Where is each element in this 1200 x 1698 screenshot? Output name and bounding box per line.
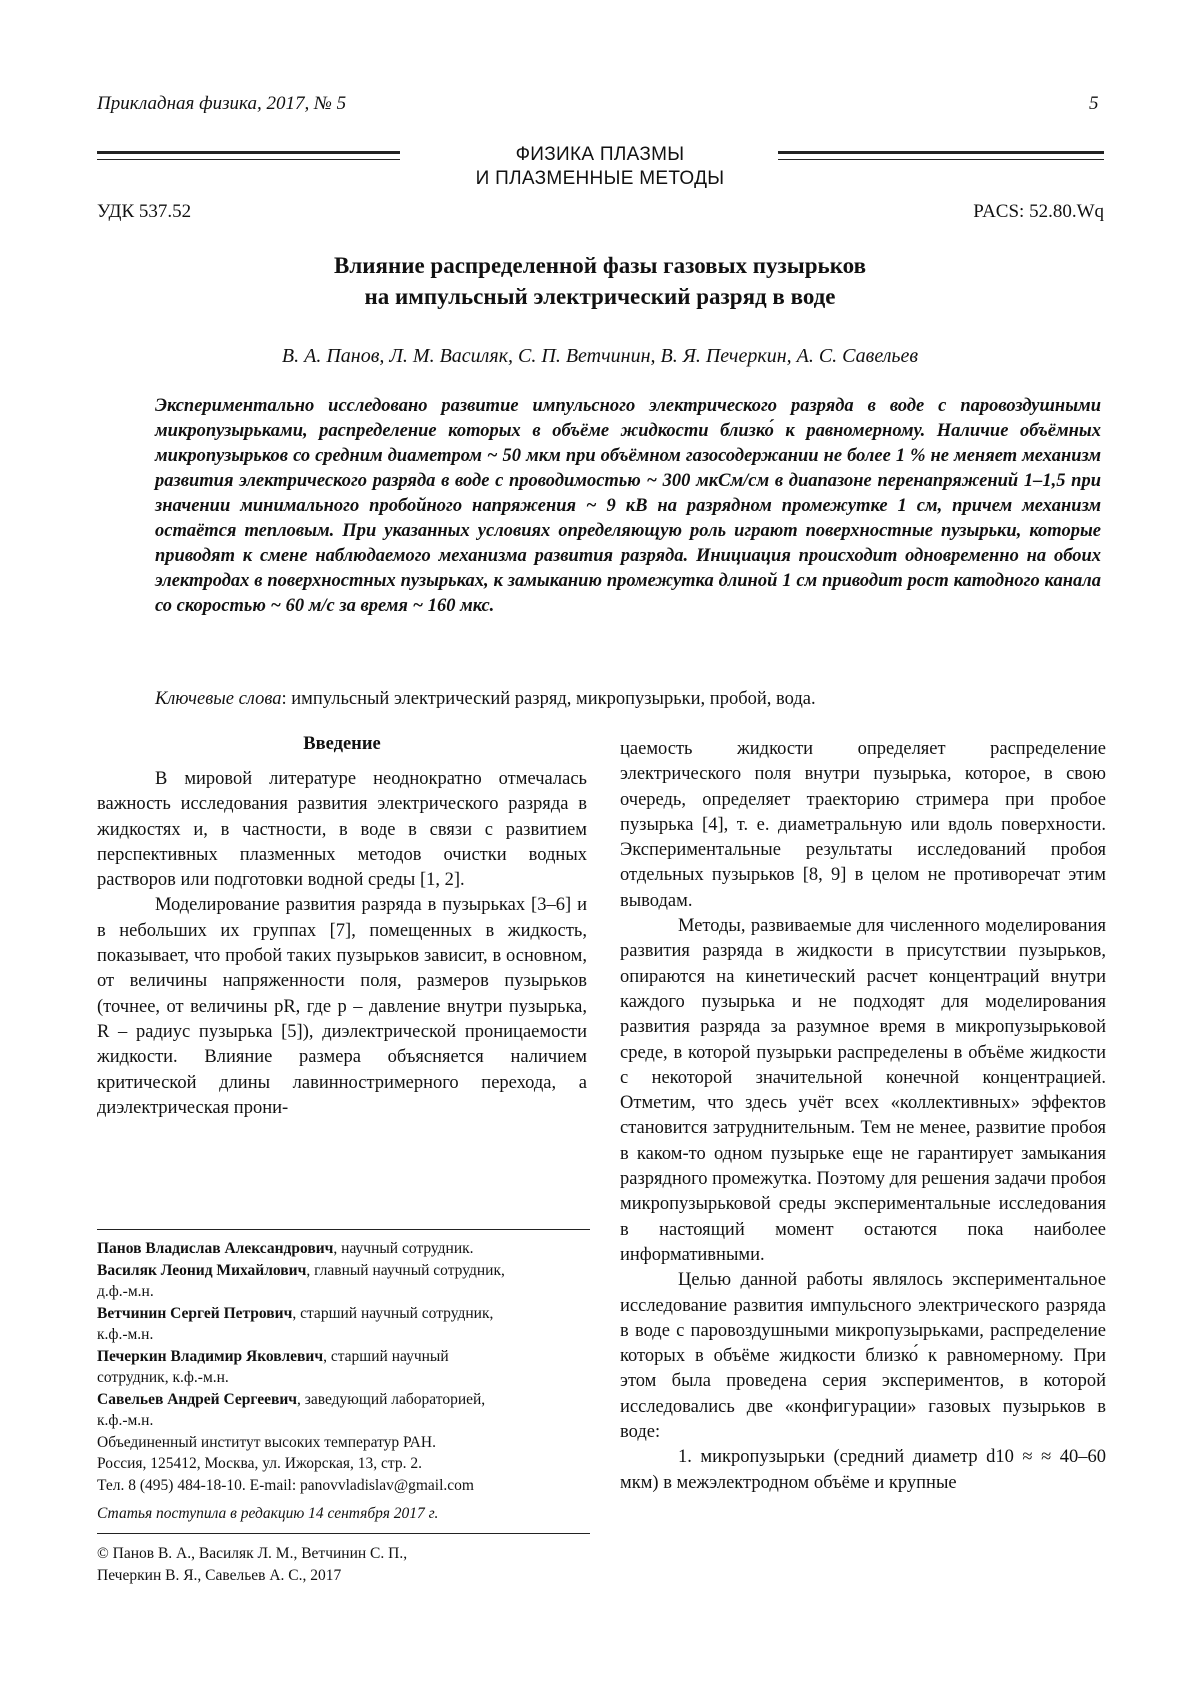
keywords-text: : импульсный электрический разряд, микропузырьки, пробой, вода. xyxy=(281,689,816,709)
copyright-line-2: Печеркин В. Я., Савельев А. С., 2017 xyxy=(97,1567,342,1584)
address-line xyxy=(97,1453,597,1475)
author-position: к.ф.-м.н. xyxy=(97,1326,154,1343)
abstract-text: Экспериментально исследовано развитие импульсного электрического разряда в воде с паровоздушными микропузырьками, распределение которых в объёме жидкости близко́ к равномерному. Наличие объёмных микропузырьков со средним диаметром ~ 50 мкм при объёмном газосодержании не более 1 % не меняет механизм развития электрического разряда в воде с проводимостью ~ 300 мкСм/см в диапазоне перенапряжений 1–1,5 при значении минимального пробойного напряжения ~ 9 кВ на разрядном промежутке 1 см, причем механизм остаётся тепловым. При указанных условиях определяющую роль играют поверхностные пузырьки, которые приводят к смене наблюдаемого механизма развития разряда. Инициация происходит одновременно на обоих электродах в поверхностных пузырьках, к замыканию промежутка длиной 1 см приводит рост катодного канала со скоростью ~ 60 м/с за время ~ 160 мкс. xyxy=(155,396,1101,616)
right-paragraph-1: цаемость жидкости определяет распределение электрического поля внутри пузырька, которое, в свою очередь, определяет траекторию стримера при пробое пузырька [4], т. е. диаметральную или вдоль поверхности. Экспериментальные результаты исследований пробоя отдельных пузырьков [8, 9] в целом не противоречат этим выводам. xyxy=(620,739,1106,911)
rubric-rule-left-top xyxy=(97,151,400,154)
section-heading-introduction: Введение xyxy=(303,734,381,754)
received-date: Статья поступила в редакцию 14 сентября 2017 г. xyxy=(97,1505,439,1522)
author-info xyxy=(97,1238,597,1496)
author-info-line xyxy=(97,1324,597,1346)
author-position: , старший научный сотрудник, xyxy=(292,1304,494,1322)
author-name: Панов Владислав Александрович xyxy=(97,1240,334,1257)
left-paragraph-2: Моделирование развития разряда в пузырьках [3–6] и в небольших их группах [7], помещенных в жидкость, показывает, что пробой таких пузырьков зависит, в основном, от величины напряженности поля, размеров пузырьков (точнее, от величины pR, где p – давление внутри пузырька, R – радиус пузырька [5]), диэлектрической проницаемости жидкости. Влияние размера объясняется наличием критической длины лавинностримерного перехода, а диэлектрическая прони- xyxy=(97,895,587,1118)
right-column xyxy=(620,737,1106,1496)
author-position: д.ф.-м.н. xyxy=(97,1283,154,1300)
rubric-line-2: И ПЛАЗМЕННЫЕ МЕТОДЫ xyxy=(475,168,725,189)
author-info-line xyxy=(97,1410,597,1432)
author-name: Печеркин Владимир Яковлевич xyxy=(97,1347,324,1365)
author-position: к.ф.-м.н. xyxy=(97,1412,154,1429)
rubric-rule-right-top xyxy=(778,151,1104,154)
author-info-line xyxy=(97,1346,597,1368)
author-info-line xyxy=(97,1260,597,1282)
author-position: , научный сотрудник. xyxy=(333,1240,474,1257)
journal-title: Прикладная физика, 2017, № 5 xyxy=(97,93,347,114)
keywords-label: Ключевые слова xyxy=(155,689,282,709)
author-name: Савельев Андрей Сергеевич xyxy=(97,1390,298,1408)
pacs-code: PACS: 52.80.Wq xyxy=(973,201,1104,222)
rubric-line-1: ФИЗИКА ПЛАЗМЫ xyxy=(515,144,685,165)
title-line-1: Влияние распределенной фазы газовых пузырьков xyxy=(334,253,866,278)
author-info-line xyxy=(97,1281,597,1303)
right-paragraph-2: Методы, развиваемые для численного моделирования развития разряда в жидкости в присутствии пузырьков, опираются на кинетический расчет концентраций внутри каждого пузырька и не подходят для моделирования развития разряда за разумное время в микропузырьковой среде, в которой пузырьки распределены в объёме жидкости с некоторой значительной конечной концентрацией. Отметим, что здесь учёт всех «коллективных» эффектов становится затруднительным. Тем не менее, развитие пробоя в каком-то одном пузырьке еще не гарантирует замыкания разрядного промежутка. Поэтому для решения задачи пробоя микропузырьковой среды экспериментальные исследования в настоящий момент остаются пока наиболее информативными. xyxy=(620,916,1106,1265)
copyright xyxy=(97,1543,407,1587)
author-position: , заведующий лабораторией, xyxy=(297,1390,486,1408)
copyright-rule xyxy=(97,1533,590,1534)
author-position: , главный научный сотрудник, xyxy=(306,1261,505,1279)
institution-line xyxy=(97,1432,597,1454)
authors: В. А. Панов, Л. М. Василяк, С. П. Ветчинин, В. Я. Печеркин, А. С. Савельев xyxy=(281,345,919,367)
abstract xyxy=(155,394,1101,619)
right-paragraph-3: Целью данной работы являлось экспериментальное исследование развития импульсного электрического разряда в воде с паровоздушными микропузырьками, распределение которых в объёме жидкости близко́ к равномерному. При этом была проведена серия экспериментов, в которой исследовались две «конфигурации» газовых пузырьков в воде: xyxy=(620,1270,1106,1443)
contact-line xyxy=(97,1475,597,1497)
footnote-rule xyxy=(97,1229,590,1230)
udk-code: УДК 537.52 xyxy=(97,201,192,222)
right-paragraph-4: 1. микропузырьки (средний диаметр d10 ≈ ≈ 40–60 мкм) в межэлектродном объёме и крупные xyxy=(620,1447,1106,1493)
address-text: Россия, 125412, Москва, ул. Ижорская, 13, стр. 2. xyxy=(97,1455,422,1472)
author-info-line xyxy=(97,1238,597,1260)
author-position: , старший научный xyxy=(323,1347,449,1365)
keywords xyxy=(155,687,816,712)
left-paragraph-1: В мировой литературе неоднократно отмечалась важность исследования развития электрического разряда в жидкостях и, в частности, в воде в связи с развитием перспективных плазменных методов очистки водных растворов или подготовки водной среды [1, 2]. xyxy=(97,769,587,891)
institution-text: Объединенный институт высоких температур РАН. xyxy=(97,1433,436,1451)
author-name: Ветчинин Сергей Петрович xyxy=(97,1304,293,1322)
author-position: сотрудник, к.ф.-м.н. xyxy=(97,1369,229,1386)
rubric-rule-left-bottom xyxy=(97,159,400,160)
author-info-line xyxy=(97,1389,597,1411)
author-info-line xyxy=(97,1303,597,1325)
section-rubric xyxy=(400,143,800,191)
left-column xyxy=(97,767,587,1121)
author-name: Василяк Леонид Михайлович xyxy=(97,1261,307,1279)
page-number: 5 xyxy=(1089,93,1099,114)
paper-title xyxy=(100,250,1100,312)
author-info-line xyxy=(97,1367,597,1389)
contact-text: Тел. 8 (495) 484-18-10. E-mail: panovvladislav@gmail.com xyxy=(97,1476,474,1494)
rubric-rule-right-bottom xyxy=(778,159,1104,160)
copyright-line-1: © Панов В. А., Василяк Л. М., Ветчинин С. П., xyxy=(97,1545,408,1562)
title-line-2: на импульсный электрический разряд в воде xyxy=(364,284,836,309)
